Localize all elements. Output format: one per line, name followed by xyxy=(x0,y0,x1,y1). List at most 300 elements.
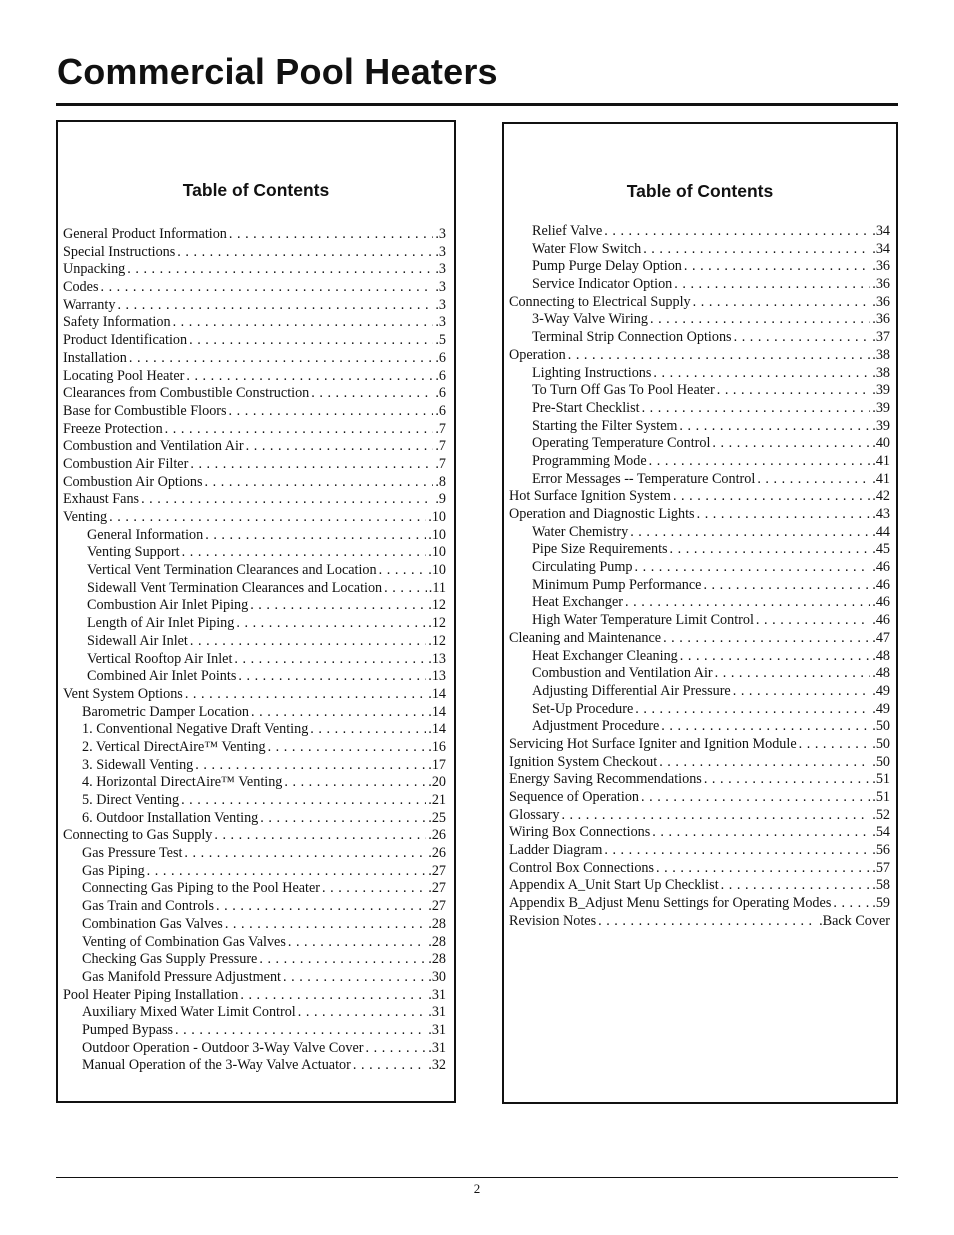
toc-entry-page: .44 xyxy=(872,523,890,540)
toc-entry[interactable] xyxy=(509,365,890,383)
toc-entry-label: To Turn Off Gas To Pool Heater xyxy=(532,382,715,399)
left-toc-panel xyxy=(56,120,456,1103)
toc-entry[interactable] xyxy=(509,771,890,789)
toc-entry[interactable] xyxy=(63,668,446,686)
toc-entry[interactable] xyxy=(63,403,446,421)
toc-entry-page: .30 xyxy=(428,968,446,985)
toc-entry-label: Sidewall Air Inlet xyxy=(87,632,188,649)
toc-entry-page: .3 xyxy=(435,226,446,242)
right-toc-list xyxy=(509,223,890,931)
toc-entry[interactable] xyxy=(63,827,446,845)
toc-dot-leader xyxy=(712,435,870,453)
toc-entry[interactable] xyxy=(63,421,446,439)
toc-dot-leader xyxy=(240,987,426,1005)
toc-entry-page: .45 xyxy=(872,541,890,558)
toc-entry-page: .46 xyxy=(872,559,890,576)
toc-entry-page: .13 xyxy=(428,668,446,685)
toc-entry-page: .10 xyxy=(428,526,446,543)
toc-entry[interactable] xyxy=(509,276,890,294)
toc-entry[interactable] xyxy=(63,987,446,1005)
toc-dot-leader xyxy=(721,877,871,895)
toc-entry-page: .47 xyxy=(872,629,890,646)
toc-entry[interactable] xyxy=(509,400,890,418)
toc-entry-page: .26 xyxy=(428,845,446,862)
toc-entry-page: .50 xyxy=(872,735,890,752)
toc-entry-page: .6 xyxy=(435,402,446,419)
toc-entry-page: .6 xyxy=(435,349,446,366)
toc-entry-label: Gas Train and Controls xyxy=(82,898,215,915)
toc-dot-leader xyxy=(109,509,426,527)
toc-entry[interactable] xyxy=(509,789,890,807)
toc-entry[interactable] xyxy=(509,258,890,276)
toc-entry[interactable] xyxy=(63,757,446,775)
toc-entry[interactable] xyxy=(63,580,446,598)
toc-entry[interactable] xyxy=(509,648,890,666)
toc-dot-leader xyxy=(630,524,870,542)
toc-entry[interactable] xyxy=(63,350,446,368)
toc-entry-label: Ladder Diagram xyxy=(509,842,603,859)
toc-dot-leader xyxy=(679,418,870,436)
toc-dot-leader xyxy=(704,771,870,789)
toc-entry-page: .10 xyxy=(428,562,446,579)
toc-entry[interactable] xyxy=(63,739,446,757)
toc-dot-leader xyxy=(661,718,870,736)
toc-entry-label: Operating Temperature Control xyxy=(532,435,711,452)
toc-dot-leader xyxy=(673,488,870,506)
toc-entry[interactable] xyxy=(63,474,446,492)
toc-dot-leader xyxy=(680,648,871,666)
toc-entry[interactable] xyxy=(63,1040,446,1058)
toc-entry-page: .26 xyxy=(428,827,446,844)
toc-entry-label: Water Flow Switch xyxy=(532,240,642,257)
toc-dot-leader xyxy=(147,863,427,881)
toc-entry-page: .7 xyxy=(435,455,446,472)
toc-entry-page: .11 xyxy=(428,579,446,596)
toc-entry[interactable] xyxy=(63,279,446,297)
toc-entry[interactable] xyxy=(509,807,890,825)
toc-entry-page: .14 xyxy=(428,703,446,720)
toc-entry[interactable] xyxy=(509,223,890,241)
toc-entry-page: .12 xyxy=(428,615,446,632)
footer-divider xyxy=(56,1177,898,1178)
toc-dot-leader xyxy=(568,347,871,365)
right-toc-heading: Table of Contents xyxy=(626,181,774,201)
toc-entry-page: .10 xyxy=(428,509,446,525)
toc-entry-page: .42 xyxy=(872,488,890,505)
toc-entry-label: Operation xyxy=(509,346,566,363)
toc-entry-label: Relief Valve xyxy=(532,223,603,239)
toc-entry[interactable] xyxy=(63,527,446,545)
toc-dot-leader xyxy=(182,544,427,562)
toc-entry-page: .31 xyxy=(428,986,446,1003)
toc-entry-label: Barometric Damper Location xyxy=(82,703,250,720)
toc-entry[interactable] xyxy=(63,509,446,527)
toc-entry[interactable] xyxy=(63,261,446,279)
toc-entry-page: .34 xyxy=(872,240,890,257)
toc-entry[interactable] xyxy=(63,721,446,739)
toc-dot-leader xyxy=(205,527,426,545)
toc-entry[interactable] xyxy=(63,368,446,386)
toc-entry-label: Unpacking xyxy=(63,261,126,278)
toc-entry[interactable] xyxy=(509,860,890,878)
toc-dot-leader xyxy=(663,630,870,648)
toc-entry[interactable] xyxy=(509,736,890,754)
toc-dot-leader xyxy=(189,332,433,350)
toc-entry-label: Pipe Size Requirements xyxy=(532,541,668,558)
toc-dot-leader xyxy=(234,651,426,669)
toc-entry[interactable] xyxy=(63,810,446,828)
toc-entry-page: .6 xyxy=(435,385,446,402)
toc-dot-leader xyxy=(205,474,434,492)
toc-dot-leader xyxy=(259,951,426,969)
toc-entry[interactable] xyxy=(509,577,890,595)
toc-entry[interactable] xyxy=(63,845,446,863)
toc-dot-leader xyxy=(379,562,427,580)
toc-dot-leader xyxy=(117,297,433,315)
toc-entry[interactable] xyxy=(63,704,446,722)
toc-entry-page: .20 xyxy=(428,774,446,791)
toc-entry-page: .10 xyxy=(428,544,446,561)
toc-entry-page: .9 xyxy=(435,491,446,508)
toc-entry[interactable] xyxy=(509,453,890,471)
toc-entry-label: Lighting Instructions xyxy=(532,364,652,381)
toc-dot-leader xyxy=(177,244,433,262)
toc-entry[interactable] xyxy=(63,774,446,792)
toc-dot-leader xyxy=(185,686,426,704)
toc-entry-label: Heat Exchanger xyxy=(532,594,623,611)
toc-dot-leader xyxy=(129,350,434,368)
toc-entry-label: Combustion Air Options xyxy=(63,473,203,490)
toc-entry-label: Outdoor Operation - Outdoor 3-Way Valve Cover xyxy=(82,1039,364,1056)
toc-entry-label: Pool Heater Piping Installation xyxy=(63,986,239,1003)
toc-entry[interactable] xyxy=(509,488,890,506)
toc-entry-label: Product Identification xyxy=(63,332,188,349)
toc-dot-leader xyxy=(756,612,870,630)
toc-entry[interactable] xyxy=(509,506,890,524)
toc-entry-page: .37 xyxy=(872,329,890,346)
toc-dot-leader xyxy=(310,721,426,739)
toc-entry-label: Wiring Box Connections xyxy=(509,824,651,841)
toc-entry-label: Hot Surface Ignition System xyxy=(509,488,671,505)
toc-dot-leader xyxy=(598,913,817,931)
toc-entry-page: .49 xyxy=(872,700,890,717)
toc-entry[interactable] xyxy=(509,382,890,400)
toc-dot-leader xyxy=(100,279,433,297)
toc-entry-page: .51 xyxy=(872,771,890,788)
toc-entry[interactable] xyxy=(509,842,890,860)
toc-entry-label: Installation xyxy=(63,349,127,366)
toc-entry[interactable] xyxy=(63,951,446,969)
toc-dot-leader xyxy=(652,824,870,842)
toc-entry-label: Connecting Gas Piping to the Pool Heater xyxy=(82,880,321,897)
toc-entry-page: .14 xyxy=(428,685,446,702)
toc-entry-label: High Water Temperature Limit Control xyxy=(532,612,754,629)
toc-entry-page: .3 xyxy=(435,296,446,313)
toc-entry[interactable] xyxy=(509,612,890,630)
toc-entry[interactable] xyxy=(63,934,446,952)
toc-entry-label: Clearances from Combustible Construction xyxy=(63,385,310,402)
toc-entry-page: .56 xyxy=(872,842,890,859)
toc-entry-label: Length of Air Inlet Piping xyxy=(87,615,235,632)
toc-entry-page: .41 xyxy=(872,452,890,469)
toc-entry[interactable] xyxy=(63,633,446,651)
toc-dot-leader xyxy=(604,223,870,241)
toc-entry[interactable] xyxy=(63,332,446,350)
toc-entry-label: Combination Gas Valves xyxy=(82,915,223,932)
toc-entry-page: .13 xyxy=(428,650,446,667)
toc-entry[interactable] xyxy=(63,615,446,633)
toc-dot-leader xyxy=(298,1004,427,1022)
toc-dot-leader xyxy=(173,314,434,332)
toc-dot-leader xyxy=(141,491,433,509)
toc-entry-label: Programming Mode xyxy=(532,452,647,469)
toc-entry-page: .46 xyxy=(872,594,890,611)
toc-entry[interactable] xyxy=(509,471,890,489)
toc-entry[interactable] xyxy=(509,241,890,259)
page-title: Commercial Pool Heaters xyxy=(57,51,498,92)
toc-entry-label: 4. Horizontal DirectAire™ Venting xyxy=(82,774,283,791)
toc-entry-label: Manual Operation of the 3-Way Valve Actuator xyxy=(82,1057,351,1074)
toc-entry-page: .40 xyxy=(872,435,890,452)
toc-entry[interactable] xyxy=(63,597,446,615)
toc-entry-label: General Information xyxy=(87,526,204,543)
toc-entry[interactable] xyxy=(63,438,446,456)
toc-entry-page: .46 xyxy=(872,612,890,629)
toc-entry-label: Circulating Pump xyxy=(532,559,633,576)
toc-entry-page: .27 xyxy=(428,862,446,879)
toc-dot-leader xyxy=(757,471,870,489)
toc-entry-page: .17 xyxy=(428,756,446,773)
toc-dot-leader xyxy=(643,241,870,259)
toc-entry-label: Appendix B_Adjust Menu Settings for Operating Modes xyxy=(509,895,832,912)
toc-entry[interactable] xyxy=(63,898,446,916)
toc-entry[interactable] xyxy=(509,665,890,683)
toc-dot-leader xyxy=(181,792,426,810)
toc-entry-page: .36 xyxy=(872,276,890,293)
toc-entry-label: Heat Exchanger Cleaning xyxy=(532,647,678,664)
toc-entry[interactable] xyxy=(509,824,890,842)
toc-entry-label: Revision Notes xyxy=(509,912,597,929)
toc-entry-label: Checking Gas Supply Pressure xyxy=(82,951,258,968)
toc-entry-page: .52 xyxy=(872,806,890,823)
toc-dot-leader xyxy=(283,969,426,987)
toc-dot-leader xyxy=(642,400,871,418)
toc-entry-label: Safety Information xyxy=(63,314,171,331)
toc-entry-page: .38 xyxy=(872,346,890,363)
toc-entry[interactable] xyxy=(509,630,890,648)
toc-entry-label: Terminal Strip Connection Options xyxy=(532,329,732,346)
toc-dot-leader xyxy=(214,827,426,845)
toc-entry[interactable] xyxy=(63,1022,446,1040)
toc-entry-label: Venting xyxy=(63,509,108,525)
toc-entry-page: .48 xyxy=(872,647,890,664)
toc-dot-leader xyxy=(225,916,426,934)
toc-entry[interactable] xyxy=(509,418,890,436)
toc-entry[interactable] xyxy=(63,792,446,810)
toc-entry-label: Sidewall Vent Termination Clearances and Location xyxy=(87,579,383,596)
toc-dot-leader xyxy=(833,895,870,913)
toc-entry[interactable] xyxy=(509,683,890,701)
toc-dot-leader xyxy=(288,934,426,952)
toc-dot-leader xyxy=(216,898,426,916)
toc-entry[interactable] xyxy=(63,1004,446,1022)
toc-dot-leader xyxy=(733,683,871,701)
left-toc-heading: Table of Contents xyxy=(182,180,330,200)
toc-entry-page: .46 xyxy=(872,576,890,593)
toc-entry-label: Vertical Rooftop Air Inlet xyxy=(87,650,233,667)
toc-entry-page: .36 xyxy=(872,293,890,310)
toc-dot-leader xyxy=(190,456,433,474)
toc-dot-leader xyxy=(703,577,870,595)
toc-entry-label: Pumped Bypass xyxy=(82,1021,174,1038)
toc-entry-page: .51 xyxy=(872,789,890,805)
toc-dot-leader xyxy=(311,385,433,403)
toc-dot-leader xyxy=(734,329,871,347)
toc-entry-label: Adjustment Procedure xyxy=(532,718,660,735)
toc-entry-label: Warranty xyxy=(63,296,116,313)
toc-dot-leader xyxy=(366,1040,427,1058)
toc-entry[interactable] xyxy=(63,244,446,262)
toc-dot-leader xyxy=(260,810,426,828)
toc-entry-page: .31 xyxy=(428,1039,446,1056)
toc-entry-page: .27 xyxy=(428,880,446,897)
toc-entry-page: .58 xyxy=(872,877,890,894)
toc-entry[interactable] xyxy=(509,718,890,736)
toc-entry[interactable] xyxy=(509,329,890,347)
toc-entry-label: 5. Direct Venting xyxy=(82,792,180,808)
toc-entry-page: .41 xyxy=(872,470,890,487)
toc-dot-leader xyxy=(656,860,870,878)
toc-dot-leader xyxy=(670,541,871,559)
toc-entry-label: Venting of Combination Gas Valves xyxy=(82,933,286,950)
toc-entry-page: .3 xyxy=(435,261,446,278)
toc-dot-leader xyxy=(190,633,426,651)
toc-entry[interactable] xyxy=(509,877,890,895)
toc-entry[interactable] xyxy=(63,863,446,881)
toc-entry-page: .25 xyxy=(428,809,446,826)
toc-entry[interactable] xyxy=(509,524,890,542)
toc-entry-page: .43 xyxy=(872,506,890,522)
toc-entry[interactable] xyxy=(63,1057,446,1075)
toc-entry[interactable] xyxy=(63,226,446,244)
toc-entry-label: Exhaust Fans xyxy=(63,491,140,508)
toc-entry[interactable] xyxy=(63,314,446,332)
toc-dot-leader xyxy=(635,701,870,719)
toc-dot-leader xyxy=(184,845,426,863)
toc-entry-label: Energy Saving Recommendations xyxy=(509,771,702,788)
toc-entry-label: Servicing Hot Surface Igniter and Ignition Module xyxy=(509,735,797,752)
toc-dot-leader xyxy=(165,421,434,439)
toc-entry[interactable] xyxy=(509,435,890,453)
toc-entry[interactable] xyxy=(63,491,446,509)
toc-entry[interactable] xyxy=(509,541,890,559)
toc-dot-leader xyxy=(186,368,433,386)
toc-entry-label: Gas Manifold Pressure Adjustment xyxy=(82,968,281,985)
toc-dot-leader xyxy=(251,704,426,722)
toc-entry[interactable] xyxy=(509,895,890,913)
toc-dot-leader xyxy=(229,226,433,244)
toc-entry-label: Vent System Options xyxy=(63,685,183,702)
toc-entry-page: .59 xyxy=(872,895,890,912)
toc-entry-page: .50 xyxy=(872,753,890,770)
toc-entry-page: .Back Cover xyxy=(819,912,890,929)
toc-entry-label: Combustion Air Inlet Piping xyxy=(87,597,249,614)
toc-entry-page: .6 xyxy=(435,367,446,384)
toc-dot-leader xyxy=(649,453,871,471)
toc-entry[interactable] xyxy=(63,544,446,562)
toc-entry-page: .28 xyxy=(428,915,446,932)
toc-entry-label: Error Messages -- Temperature Control xyxy=(532,470,756,487)
toc-entry-page: .27 xyxy=(428,898,446,915)
toc-dot-leader xyxy=(238,668,426,686)
toc-entry[interactable] xyxy=(63,562,446,580)
toc-entry-label: Combustion and Ventilation Air xyxy=(63,438,244,455)
toc-entry-label: Sequence of Operation xyxy=(509,789,640,805)
toc-entry[interactable] xyxy=(509,754,890,772)
toc-entry-label: Ignition System Checkout xyxy=(509,753,658,770)
toc-dot-leader xyxy=(236,615,426,633)
toc-entry[interactable] xyxy=(63,916,446,934)
toc-entry[interactable] xyxy=(509,594,890,612)
toc-dot-leader xyxy=(635,559,871,577)
toc-entry[interactable] xyxy=(63,385,446,403)
toc-entry-label: Minimum Pump Performance xyxy=(532,576,702,593)
toc-entry[interactable] xyxy=(63,297,446,315)
toc-entry-label: Pump Purge Delay Option xyxy=(532,258,682,275)
toc-entry-label: 6. Outdoor Installation Venting xyxy=(82,809,259,826)
toc-entry[interactable] xyxy=(509,294,890,312)
toc-entry[interactable] xyxy=(63,969,446,987)
toc-entry-label: Combustion Air Filter xyxy=(63,455,189,472)
toc-entry[interactable] xyxy=(63,880,446,898)
toc-entry[interactable] xyxy=(509,559,890,577)
toc-dot-leader xyxy=(195,757,426,775)
toc-dot-leader xyxy=(384,580,427,598)
toc-entry[interactable] xyxy=(63,686,446,704)
toc-dot-leader xyxy=(127,261,433,279)
toc-entry-page: .3 xyxy=(435,243,446,260)
toc-entry-page: .50 xyxy=(872,718,890,735)
toc-dot-leader xyxy=(625,594,870,612)
left-toc-list xyxy=(63,226,446,1075)
toc-dot-leader xyxy=(250,597,426,615)
toc-entry-page: .3 xyxy=(435,279,446,296)
toc-dot-leader xyxy=(353,1057,426,1075)
toc-entry[interactable] xyxy=(63,456,446,474)
toc-entry-label: Control Box Connections xyxy=(509,859,655,876)
toc-entry-label: 2. Vertical DirectAire™ Venting xyxy=(82,738,266,755)
toc-entry-label: Base for Combustible Floors xyxy=(63,402,227,419)
toc-entry-page: .28 xyxy=(428,951,446,968)
toc-entry-page: .38 xyxy=(872,364,890,381)
toc-entry[interactable] xyxy=(63,651,446,669)
toc-dot-leader xyxy=(561,807,870,825)
toc-entry-label: Vertical Vent Termination Clearances and Location xyxy=(87,562,377,579)
toc-entry[interactable] xyxy=(509,347,890,365)
toc-entry[interactable] xyxy=(509,701,890,719)
toc-entry-page: .31 xyxy=(428,1021,446,1038)
toc-dot-leader xyxy=(650,311,870,329)
toc-entry-page: .21 xyxy=(428,792,446,808)
toc-dot-leader xyxy=(604,842,870,860)
toc-entry-page: .39 xyxy=(872,417,890,434)
toc-entry[interactable] xyxy=(509,913,890,931)
toc-entry-page: .48 xyxy=(872,665,890,682)
toc-entry-label: Glossary xyxy=(509,806,560,823)
toc-entry-page: .39 xyxy=(872,399,890,416)
toc-entry[interactable] xyxy=(509,311,890,329)
toc-entry-page: .12 xyxy=(428,597,446,614)
